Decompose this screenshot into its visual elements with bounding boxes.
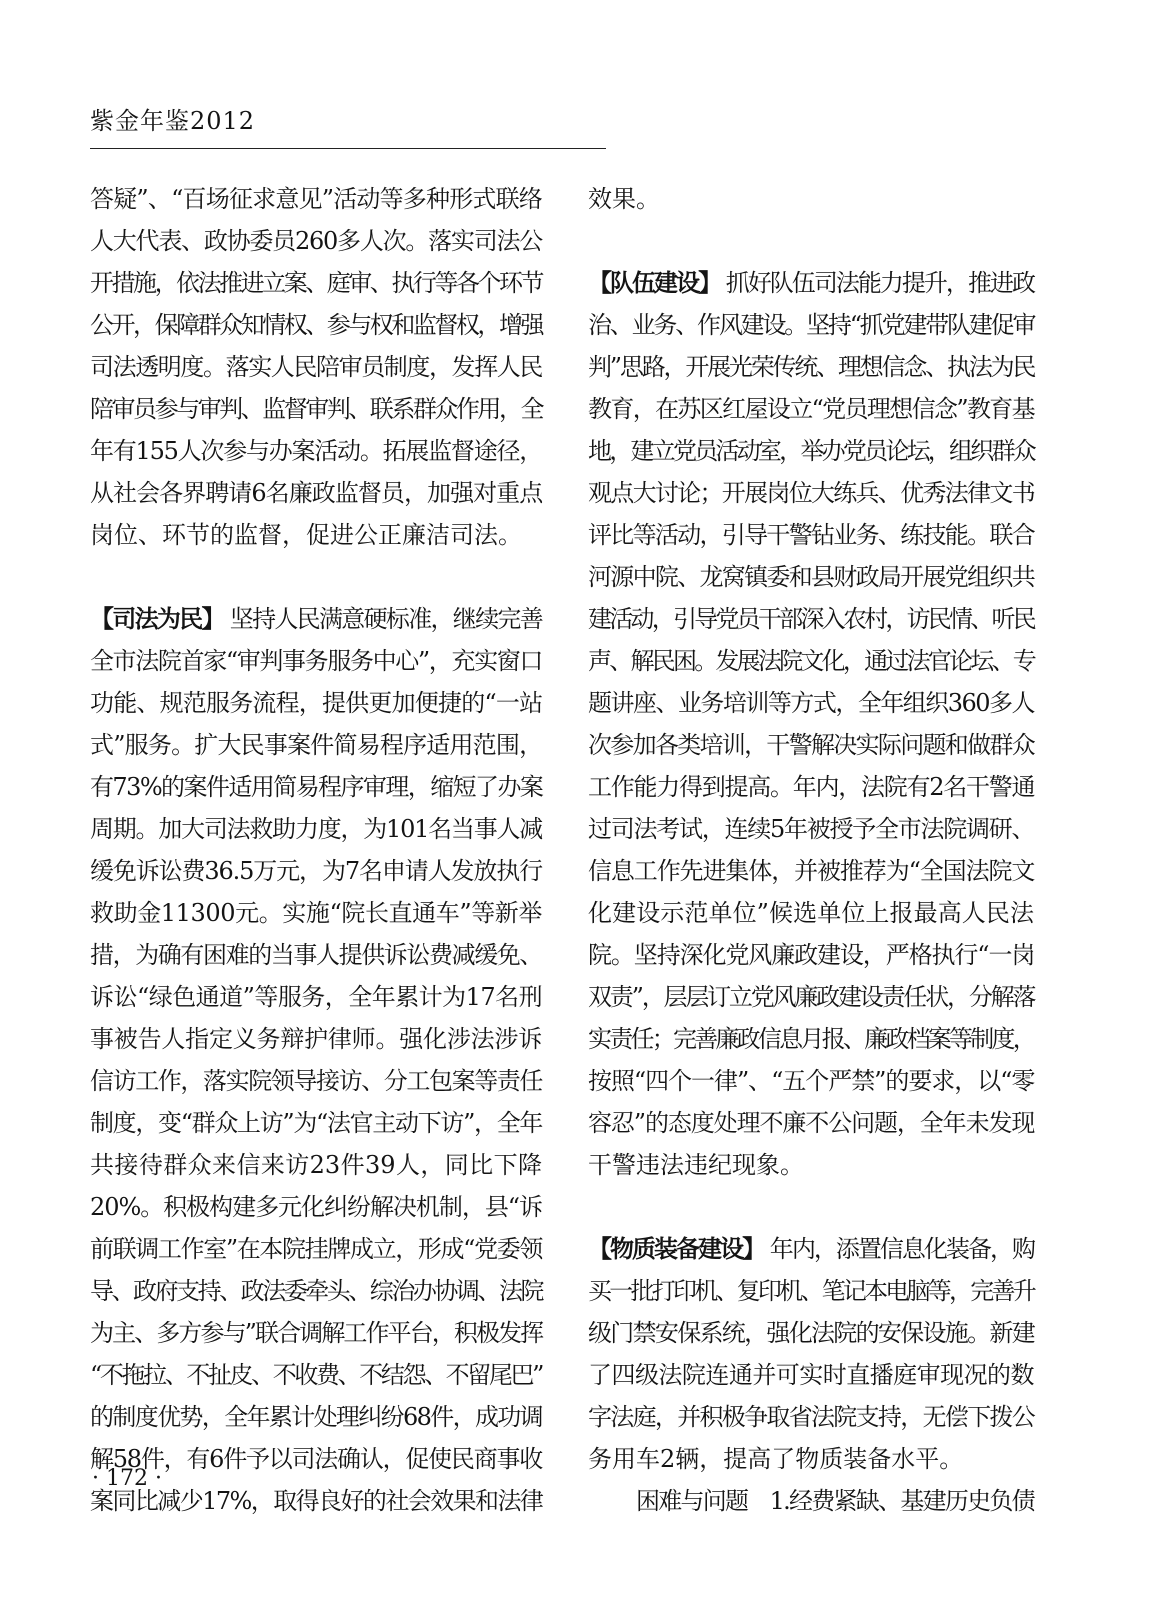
left-column [90,178,542,1522]
text-line: 实责任；完善廉政信息月报、廉政档案等制度， [588,1025,1034,1053]
section-heading: 【队伍建设】 [588,268,721,297]
text-line: 次参加各类培训，干警解决实际问题和做群众 [588,731,1034,759]
section-heading: 【物质装备建设】 [588,1234,765,1263]
text-line: 的制度优势，全年累计处理纠纷68件，成功调 [90,1403,542,1431]
text-line: 陪审员参与审判、监督审判、联系群众作用，全 [90,395,542,423]
text-line: 河源中院、龙窝镇委和县财政局开展党组织共 [588,563,1034,591]
text-line: 年有155人次参与办案活动。拓展监督途径， [90,437,542,465]
text-line: 过司法考试，连续5年被授予全市法院调研、 [588,815,1035,843]
text-line: 化建设示范单位”候选单位上报最高人民法 [588,899,1034,927]
text-line: “不拖拉、不扯皮、不收费、不结怨、不留尾巴” [90,1361,542,1389]
text-line: 答疑”、“百场征求意见”活动等多种形式联络 [90,185,542,213]
text-line: 题讲座、业务培训等方式，全年组织360多人 [588,689,1034,717]
text-line: 公开，保障群众知情权、参与权和监督权，增强 [90,311,542,339]
text-line: 岗位、环节的监督，促进公正廉洁司法。 [90,521,522,549]
text-line: 【物质装备建设】 年内，添置信息化装备，购 [588,1234,1034,1263]
text-line: 有73%的案件适用简易程序审理，缩短了办案 [90,773,543,801]
text-line: 为主、多方参与”联合调解工作平台，积极发挥 [90,1319,543,1347]
page-number: · 172 · [92,1466,162,1491]
header-rule [90,148,606,149]
text-line: 前联调工作室”在本院挂牌成立，形成“党委领 [90,1235,542,1263]
section-heading: 【司法为民】 [90,604,224,633]
text-line: 周期。加大司法救助力度，为101名当事人减 [90,815,542,843]
text-line: 观点大讨论；开展岗位大练兵、优秀法律文书 [588,479,1034,507]
paragraph-gap [588,220,1034,262]
text-line: 案同比减少17%，取得良好的社会效果和法律 [90,1487,543,1515]
text-line: 制度，变“群众上访”为“法官主动下访”，全年 [90,1109,543,1137]
text-line: 事被告人指定义务辩护律师。强化涉法涉诉 [90,1025,542,1053]
text-line: 判”思路，开展光荣传统、理想信念、执法为民 [588,353,1035,381]
text-line: 【司法为民】 坚持人民满意硬标准，继续完善 [90,604,542,633]
paragraph-gap [90,556,542,598]
text-line: 司法透明度。落实人民陪审员制度，发挥人民 [90,353,542,381]
text-line: 干警违法违纪现象。 [588,1151,804,1179]
text-line: 级门禁安保系统，强化法院的安保设施。新建 [588,1319,1034,1347]
text-line: 措，为确有困难的当事人提供诉讼费减缓免、 [90,941,542,969]
text-line: 建活动，引导党员干部深入农村，访民情、听民 [588,605,1034,633]
text-line: 导、政府支持、政法委牵头、综治办协调、法院 [90,1277,542,1305]
text-line: 院。坚持深化党风廉政建设，严格执行“一岗 [588,941,1035,969]
text-line: 按照“四个一律”、“五个严禁”的要求，以“零 [588,1067,1035,1095]
text-line: 教育，在苏区红屋设立“党员理想信念”教育基 [588,395,1034,423]
text-line: 字法庭，并积极争取省法院支持，无偿下拨公 [588,1403,1034,1431]
text-line: 容忍”的态度处理不廉不公问题，全年未发现 [588,1109,1035,1137]
text-line: 治、业务、作风建设。坚持“抓党建带队建促审 [588,311,1035,339]
text-line: 买一批打印机、复印机、笔记本电脑等，完善升 [588,1277,1034,1305]
text-line: 式”服务。扩大民事案件简易程序适用范围， [90,731,543,759]
paragraph-gap [588,1186,1034,1228]
text-line: 效果。 [588,185,660,213]
text-line: 共接待群众来信来访23件39人，同比下降 [90,1151,542,1179]
text-line: 信访工作，落实院领导接访、分工包案等责任 [90,1067,542,1095]
text-line: 工作能力得到提高。年内，法院有2名干警通 [588,773,1035,801]
text-line: 全市法院首家“审判事务服务中心”，充实窗口 [90,647,542,675]
text-line: 20%。积极构建多元化纠纷解决机制，县“诉 [90,1193,542,1221]
right-column [588,178,1034,1522]
text-line: 声、解民困。发展法院文化，通过法官论坛、专 [588,647,1034,675]
running-header-title: 紫金年鉴2012 [90,107,256,135]
text-line: 【队伍建设】 抓好队伍司法能力提升，推进政 [588,268,1034,297]
text-line: 从社会各界聘请6名廉政监督员，加强对重点 [90,479,543,507]
text-line: 双责”，层层订立党风廉政建设责任状，分解落 [588,983,1035,1011]
text-line: 解58件，有6件予以司法确认，促使民商事收 [90,1445,542,1473]
text-line: 开措施，依法推进立案、庭审、执行等各个环节 [90,269,542,297]
text-line: 务用车2辆，提高了物质装备水平。 [588,1445,964,1473]
text-line: 地，建立党员活动室，举办党员论坛，组织群众 [588,437,1034,465]
text-line: 人大代表、政协委员260多人次。落实司法公 [90,227,542,255]
text-line: 诉讼“绿色通道”等服务，全年累计为17名刑 [90,983,543,1011]
text-line: 了四级法院连通并可实时直播庭审现况的数 [588,1361,1034,1389]
text-line: 评比等活动，引导干警钻业务、练技能。联合 [588,521,1034,549]
text-line: 救助金11300元。实施“院长直通车”等新举 [90,899,542,927]
text-line: 功能、规范服务流程，提供更加便捷的“一站 [90,689,543,717]
text-line: 困难与问题 1.经费紧缺、基建历史负债 [636,1487,1034,1515]
text-line: 缓免诉讼费36.5万元，为7名申请人发放执行 [90,857,542,885]
text-line: 信息工作先进集体，并被推荐为“全国法院文 [588,857,1035,885]
